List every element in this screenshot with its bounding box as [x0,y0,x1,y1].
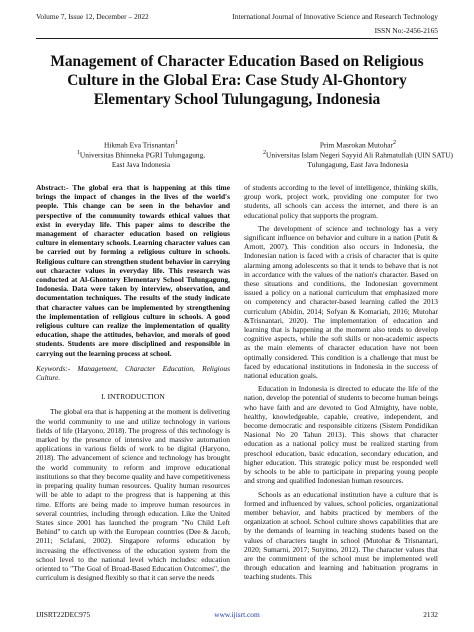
author-1-affil-sup: 1 [76,150,80,157]
author-1-name: Hikmah Eva Trisnantari [103,140,175,150]
author-2 [258,139,458,169]
author-1 [56,139,226,169]
intro-paragraph-1: The global era that is happening at the moment is delivering the world community to use and utilize technology in various fields of life (Haryono, 2018). The progress of this technology is marked by the presence of intensive and massive automation applications in various fields of work to be digital (Haryono, 2018). The advancement of science and technology has brought the world community to reform and improve educational institutions so that they become quality and have competitiveness in preparing quality human resources. Quality human resources will be able to adapt to the progress that is happening at this time. Efforts are being made to improve human resources in several countries, including through education. Like the United States since 2001 has launched the program "No Child Left Behind" to catch up with the European countries (Dee & Jacob, 2011; Sclafani, 2002). Singapore reforms education by increasing the effectiveness of the education system from the school level to the national level which includes: education oriented to "The Goal of Broad-Based Education Outcomes", the curriculum is designed flexibly so that it can serve the needs [36,407,230,583]
author-2-affil-sup: 2 [262,150,267,157]
right-paragraph-2: The development of science and technology has a very significant influence on behavior and culture in a nation (Putit & Arnott, 2007). This condition also occurs in Indonesia, the Indonesian nation is faced with a crisis of character that is quite alarming among adolescents so that it tends to behave that is not in accordance with the values of the nation's character. Based on these situations and conditions, the Indonesian government issued a policy on a national curriculum that emphasized more on competency and character-based learning called the 2013 curriculum (Abidin, 2014; Sofyan & Komariah, 2016; Mutohar &Trisnantari, 2020). The implementation of education and learning that is happening at the moment also tends to develop cognitive aspects, while the soft skills or non-academic aspects as the main elements of character education have not been optimally considered. This condition is a challenge that must be faced by educational institutions in Indonesia in the success of national education goals. [244,223,438,381]
author-2-sup: 2 [393,140,397,146]
footer-paper-id: IJISRT22DEC975 [36,610,91,619]
keywords: Keywords:- Management, Character Education, Religious Culture. [36,363,230,383]
section-heading-introduction: I. INTRODUCTION [101,392,165,402]
right-paragraph-4: Schools as an educational institution have a culture that is formed and influenced by values, school policies, organizational member behavior, and habits practiced by members of the organization at school. School culture shows capabilities that are by the demands of learning in teaching students based on the values of characters taught in school (Mutohar & Trisnantari, 2020; Sumarni, 2017; Sutyitno, 2012). The character values that are the commitment of the school must be implemented well through education and learning and habituation programs in teaching students. This [244,489,438,582]
right-column [244,183,438,586]
right-paragraph-3: Education in Indonesia is directed to educate the life of the nation, develop the potential of students to become human beings who have faith and are devoted to God Almighty, have noble, healthy, knowledgeable, capable, creative, independent, and become democratic and responsible citizens (Sistem Pendidikan Nasional No 20 Tahun 2013). This shows that character education as a national policy must be realized starting from preschool education, basic education, secondary education, and higher education. This strategic policy must be responded well by schools to be able to participate in preparing young people and strong and qualified Indonesian human resources. [244,384,438,486]
author-1-affiliation: Universitas Bhinneka PGRI Tulungagung, [79,150,206,160]
left-column [36,183,230,586]
footer-website-link[interactable]: www.ijisrt.com [214,610,260,619]
footer-page-number: 2132 [423,610,438,619]
header-journal: International Journal of Innovative Science and Research Technology [232,12,438,21]
header-issn: ISSN No:-2456-2165 [374,26,438,35]
right-paragraph-1: of students according to the level of intelligence, thinking skills, group work, project work, providing one computer for two students, all schools can access the internet, and there is an educational policy that supports the program. [244,183,438,220]
author-2-name: Prim Masrokan Mutohar [319,140,393,150]
author-2-affiliation: Universitas Islam Negeri Sayyid Ali Rahmatullah (UIN SATU) Tulungagung, East Java Indonesia [266,150,454,169]
paper-title: Management of Character Education Based on Religious Culture in the Global Era: Case Study Al-Ghontory Elementary School Tulungagung, Indonesia [50,53,424,108]
abstract: Abstract:- The global era that is happening at this time brings the impact of changes in the lives of the world's people. This change can be seen in the behavior and perspective of the community towards ethical values that exist in everyday life. This paper aims to describe the management of character education based on religious culture in elementary schools. Learning character values can be carried out by forming a religious culture in schools. Religious culture can strengthen student behavior in carrying out character values in everyday life. This research was conducted at Al-Ghontory Elementary School Tulungagung, Indonesia. Data were taken by interview, observation, and documentation techniques. The results of the study indicate that character values can be implemented by strengthening the implementation of religious culture in schools. A good religious culture can realize the implementation of quality education, shape the attitudes, behavior, and morals of good students. Students are more disciplined and responsible in carrying out the learning process at school. [36,183,230,358]
author-block [36,139,454,173]
header-volume: Volume 7, Issue 12, December – 2022 [36,12,149,21]
author-1-sup: 1 [174,140,179,146]
page-footer [36,610,438,622]
author-1-location: East Java Indonesia [111,159,171,169]
header-rule [36,38,438,39]
